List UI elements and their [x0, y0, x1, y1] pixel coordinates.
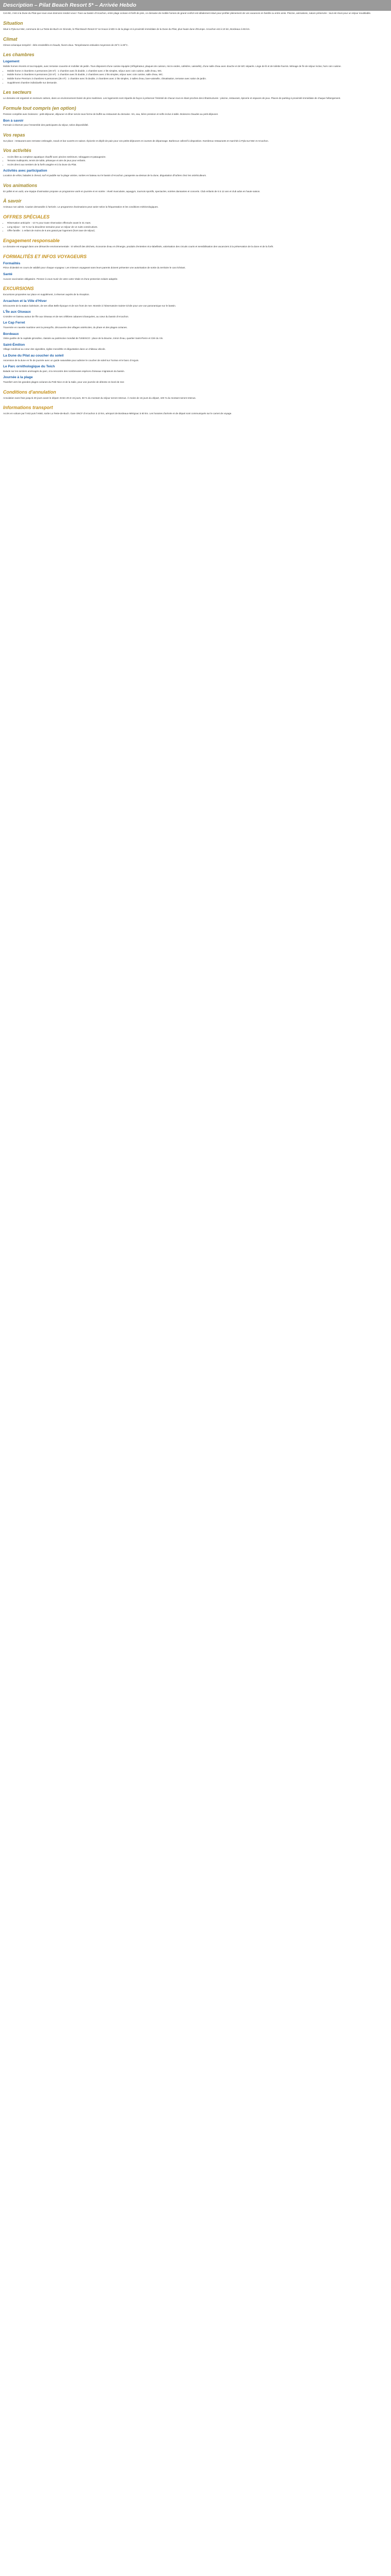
page-title: Description – Pilat Beach Resort 5* – Arrivée Hebdo: [0, 0, 391, 11]
excursion-name: Bordeaux: [3, 332, 19, 336]
sub-title-activites-payantes: Activités avec participation: [3, 169, 47, 173]
activites-paid-text: Location de vélos, balades à cheval, surf et paddle sur la plage voisine, sorties en bateau sur le bassin d'Arcachon, parapente au-dessus de la dune, dégustation d'huîtres chez les ostréiculteurs.: [3, 174, 207, 177]
excursion-item: [0, 364, 391, 373]
chambres-text: Mobile homes récents et tout équipés, avec terrasse couverte et mobilier de jardin. Tous disposent d'une cuisine équipée (réfrigérateur, plaques de cuisson, micro-ondes, cafetière, vaisselle), d'une salle d'eau avec douche et de WC séparés. Linge de lit et de toilette fournis. Ménage de fin de séjour inclus, hors coin cuisine.: [3, 64, 341, 67]
section-title-activites: Vos activités: [0, 146, 391, 155]
secteurs-text: Le domaine est organisé en secteurs calmes, dans un environnement boisé de pins maritimes. Les logements sont répartis de façon à préserver l'intimité de chacun tout en étant proches des infrastructures : piscine, restaurant, épicerie et espaces de jeux. Places de parking à proximité immédiate de chaque hébergement.: [3, 97, 341, 100]
excursion-name: La Dune du Pilat au coucher du soleil: [3, 353, 64, 358]
list-item: • Terrains multisports, tennis de table, pétanque et aire de jeux pour enfants.: [7, 159, 388, 163]
climat-text: Climat océanique tempéré : étés ensoleillés et chauds, hivers doux. Températures estivales moyennes de 25°C à 28°C.: [3, 43, 128, 46]
excursion-item: [0, 332, 391, 341]
sub-title-logement: Logement: [3, 60, 20, 64]
a-savoir-text: Animaux non admis. Caution demandée à l'arrivée. Le programme d'animations peut varier selon la fréquentation et les conditions météorologiques.: [3, 206, 159, 209]
excursion-item: [0, 353, 391, 362]
formalites-text: Pièce d'identité en cours de validité pour chaque voyageur. Les mineurs voyageant sans leurs parents doivent présenter une autorisation de sortie du territoire le cas échéant.: [3, 266, 186, 269]
situation-text: Situé à Pyla-sur-Mer, commune de La Teste-de-Buch en Gironde, le Pilat Beach Resort 5* se trouve à 500 m de la plage et à proximité immédiate de la Dune du Pilat, plus haute dune d'Europe. Arcachon est à 10 km, Bordeaux à 65 km.: [3, 27, 250, 30]
excursion-name: Le Parc ornithologique du Teich: [3, 365, 55, 369]
section-title-infos-transport: Informations transport: [0, 403, 391, 412]
excursion-item: [0, 299, 391, 308]
excursion-name: Arcachon et la Ville d'Hiver: [3, 299, 47, 303]
list-item: • Réservation anticipée : -10 % pour toute réservation effectuée avant le 31 mars.: [7, 222, 388, 225]
section-title-climat: Climat: [0, 35, 391, 43]
section-title-offres: OFFRES SPÉCIALES: [0, 212, 391, 221]
excursion-name: Journée à la plage: [3, 376, 33, 380]
section-title-animations: Vos animations: [0, 181, 391, 190]
engagement-text: Le domaine est engagé dans une démarche environnementale : tri sélectif des déchets, économie d'eau et d'énergie, produits d'entretien éco-labellisés, valorisation des circuits courts et sensibilisation des vacanciers à la préservation de la dune et de la forêt.: [3, 245, 274, 248]
excursion-name: L'Île aux Oiseaux: [3, 310, 31, 314]
excursion-item: [0, 375, 391, 384]
section-title-formule: Formule tout compris (en option): [0, 104, 391, 112]
excursion-name: Le Cap Ferret: [3, 321, 25, 325]
section-title-engagement: Engagement responsable: [0, 236, 391, 245]
excursion-text: Croisière en bateau autour de l'Île aux Oiseaux et de ses célèbres cabanes tchanquées, au cœur du bassin d'Arcachon.: [3, 315, 129, 318]
excursion-name: Saint-Émilion: [3, 343, 25, 347]
excursion-text: Traversée en navette maritime vers la presqu'île, découverte des villages ostréicoles, du phare et des plages océanes.: [3, 326, 127, 329]
list-item: • Mobile home 3 chambres 6 personnes (33 m²) : 1 chambre avec lit double, 2 chambres avec 2 lits simples, séjour avec coin cuisine, salle d'eau, WC.: [7, 73, 388, 77]
excursion-text: Découverte de la station balnéaire, de ses villas Belle Époque et de son front de mer. Montée à l'observatoire Sainte-Cécile pour une vue panoramique sur le bassin.: [3, 304, 176, 307]
section-title-chambres: Les chambres: [0, 50, 391, 59]
list-item: • Offre famille : 1 enfant de moins de 6 ans gratuit par logement (hors taxe de séjour).: [7, 229, 388, 233]
offres-list: [0, 222, 391, 233]
conditions-text: Annulation sans frais jusqu'à 30 jours avant le départ. Entre 29 et 15 jours, 50 % du montant du séjour seront retenus. À moins de 15 jours du départ, 100 % du montant seront retenus.: [3, 396, 196, 399]
excursion-text: Balade sur les sentiers aménagés du parc, à la rencontre des nombreuses espèces d'oiseaux migrateurs du bassin.: [3, 369, 125, 372]
section-title-formalites: FORMALITÉS ET INFOS VOYAGEURS: [0, 252, 391, 261]
page: [0, 0, 391, 419]
excursions-intro: Excursions proposées sur place en supplément, à réserver auprès de la réception.: [3, 293, 90, 296]
excursion-text: Ascension de la dune en fin de journée avec un guide naturaliste pour admirer le coucher de soleil sur l'océan et le banc d'Arguin.: [3, 359, 139, 362]
list-item: • Mobile home 2 chambres 4 personnes (28 m²) : 1 chambre avec lit double, 1 chambre avec 2 lits simples, séjour avec coin cuisine, salle d'eau, WC.: [7, 70, 388, 73]
formule-text: Pension complète avec boissons : petit-déjeuner, déjeuner et dîner servis sous forme de buffet au restaurant du domaine. Vin, eau, bière pression et softs inclus à table. Boissons chaudes au petit-déjeuner.: [3, 112, 219, 115]
infos-transport-text: Accès en voiture par l'A63 puis l'A660, sortie La Teste-de-Buch. Gare SNCF d'Arcachon à 10 km, aéroport de Bordeaux-Mérignac à 60 km. Les horaires d'arrivée et de départ sont communiqués sur le carnet de voyage.: [3, 412, 232, 415]
section-title-secteurs: Les secteurs: [0, 88, 391, 96]
list-item: • Long séjour : -15 % sur la deuxième semaine pour un séjour de 14 nuits consécutives.: [7, 226, 388, 229]
section-title-situation: Situation: [0, 19, 391, 27]
chambres-list: [0, 70, 391, 85]
sub-title-sante: Santé: [3, 273, 12, 277]
list-item: • Supplément chambre individuelle sur demande.: [7, 81, 388, 85]
sub-title-bon-a-savoir: Bon à savoir: [3, 118, 24, 123]
sub-title-formalites: Formalités: [3, 261, 21, 265]
formule-note: Formule à réserver pour l'ensemble des participants du séjour, selon disponibilité.: [3, 124, 89, 127]
excursion-text: Transfert vers les grandes plages océanes du Petit Nice et de la Salie, pour une journée de détente en bord de mer.: [3, 380, 125, 383]
repas-text: Sur place : restaurant avec terrasse ombragée, snack et bar ouverts en saison. Épicerie et dépôt de pain pour vos petits-déjeuners et courses de dépannage. Barbecue collectif à disposition. Nombreux restaurants et marchés à Pyla-sur-Mer et Arcachon.: [3, 139, 269, 142]
section-title-a-savoir: À savoir: [0, 196, 391, 205]
excursion-item: [0, 320, 391, 329]
excursion-item: [0, 310, 391, 318]
excursion-text: Visite guidée de la capitale girondine, classée au patrimoine mondial de l'UNESCO : place de la Bourse, miroir d'eau, quartier Saint-Pierre et Cité du Vin.: [3, 337, 164, 340]
excursion-item: [0, 343, 391, 351]
excursion-text: Village médiéval au cœur des vignobles, église monolithe et dégustation dans un château viticole.: [3, 348, 106, 351]
list-item: • Mobile home Premium 3 chambres 6 personnes (35 m²) : 1 chambre avec lit double, 2 chambres avec 2 lits simples, 2 salles d'eau, lave-vaisselle, climatisation, terrasse avec salon de jardin.: [7, 77, 388, 81]
activites-list: [0, 156, 391, 167]
list-item: • Accès direct aux sentiers de la forêt usagère et à la Dune du Pilat.: [7, 163, 388, 167]
sante-text: Aucune vaccination obligatoire. Pensez à vous munir de votre carte Vitale et d'une protection solaire adaptée.: [3, 277, 118, 280]
list-item: • Accès libre au complexe aquatique chauffé avec piscine extérieure, toboggans et pataugeoire.: [7, 156, 388, 159]
section-title-conditions: Conditions d'annulation: [0, 387, 391, 396]
section-title-excursions: EXCURSIONS: [0, 284, 391, 293]
animations-text: En juillet et en août, une équipe d'animation propose un programme varié en journée et en soirée : réveil musculaire, aquagym, tournois sportifs, spectacles, soirées dansantes et concerts. Club enfants de 5 à 12 ans et club ados en haute saison.: [3, 190, 260, 193]
section-title-repas: Vos repas: [0, 130, 391, 139]
intro-text: Cet été, c'est à la Dune du Pilat que nous vous donnons rendez-vous ! Face au bassin d'Arcachon, entre plage océane et forêt de pins, ce domaine de mobile homes de grand confort est idéalement situé pour profiter pleinement de vos vacances en famille ou entre amis. Piscine, animations, nature préservée : tout est réuni pour un séjour inoubliable.: [3, 12, 371, 15]
